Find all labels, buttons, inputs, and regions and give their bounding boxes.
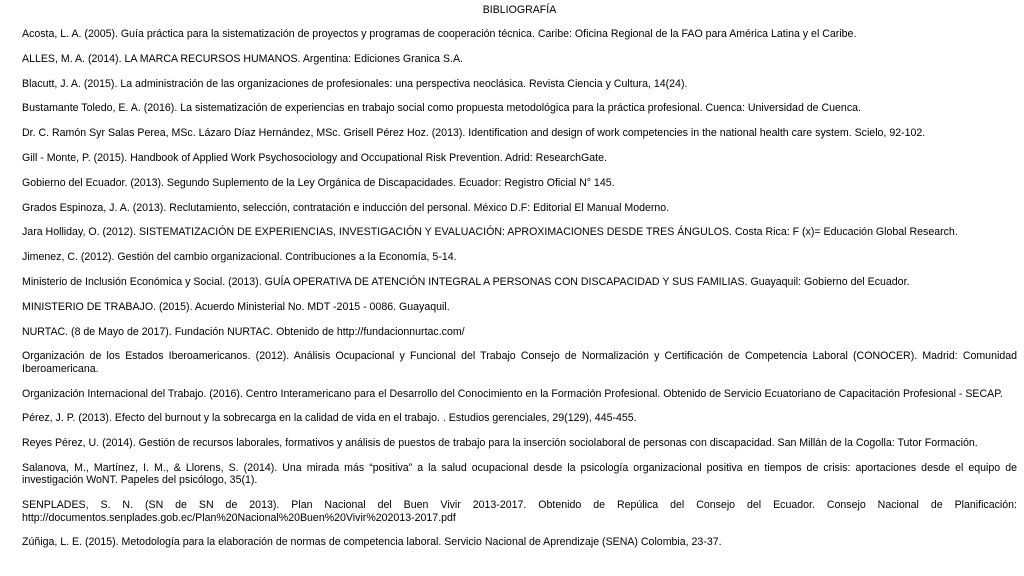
reference-entry: SENPLADES, S. N. (SN de SN de 2013). Plan Nacional del Buen Vivir 2013-2017. Obtenido de Repúlica del Consejo del Ecuador. Consejo Nacional de Planificación: http://documentos.senplades.gob.ec/Plan%20Nacional%20Buen%20Vivir%202013-2017.pdf [22, 499, 1017, 524]
reference-entry: Gobierno del Ecuador. (2013). Segundo Suplemento de la Ley Orgánica de Discapacidades. Ecuador: Registro Oficial N° 145. [22, 176, 615, 189]
reference-entry: Jara Holliday, O. (2012). SISTEMATIZACIÓN DE EXPERIENCIAS, INVESTIGACIÓN Y EVALUACIÓN: APROXIMACIONES DESDE TRES ÁNGULOS. Costa Rica: F (x)= Educación Global Research. [22, 226, 958, 239]
reference-entry: ALLES, M. A. (2014). LA MARCA RECURSOS HUMANOS. Argentina: Ediciones Granica S.A. [22, 52, 463, 65]
bibliography-page [22, 4, 1017, 549]
reference-entry: Bustamante Toledo, E. A. (2016). La sistematización de experiencias en trabajo social como propuesta metodológica para la práctica profesional. Cuenca: Universidad de Cuenca. [22, 102, 861, 115]
reference-entry: Acosta, L. A. (2005). Guía práctica para la sistematización de proyectos y programas de cooperación técnica. Caribe: Oficina Regional de la FAO para América Latina y el Caribe. [22, 28, 857, 40]
reference-entry: Dr. C. Ramón Syr Salas Perea, MSc. Lázaro Díaz Hernández, MSc. Grisell Pérez Hoz. (2013). Identification and design of work competencies in the national health care system. Scielo, 92-102. [22, 127, 926, 140]
reference-entry: Organización Internacional del Trabajo. (2016). Centro Interamericano para el Desarrollo del Conocimiento en la Formación Profesional. Obtenido de Servicio Ecuatoriano de Capacitación Profesional - SECAP. [22, 387, 1003, 400]
reference-entry: Organización de los Estados Iberoamericanos. (2012). Análisis Ocupacional y Funcional del Trabajo Consejo de Normalización y Certificación de Competencia Laboral (CONOCER). Madrid: Comunidad Iberoamericana. [22, 350, 1017, 375]
reference-entry: Ministerio de Inclusión Económica y Social. (2013). GUÍA OPERATIVA DE ATENCIÓN INTEGRAL A PERSONAS CON DISCAPACIDAD Y SUS FAMILIAS. Guayaquil: Gobierno del Ecuador. [22, 275, 910, 288]
reference-entry: Salanova, M., Martínez, I. M., & Llorens, S. (2014). Una mirada más “positiva” a la salud ocupacional desde la psicología organizacional positiva en tiempos de crisis: aportaciones desde el equipo de investigación WoNT. Papeles del psicólogo, 35(1). [22, 461, 1017, 487]
reference-entry: Blacutt, J. A. (2015). La administración de las organizaciones de profesionales: una perspectiva neoclásica. Revista Ciencia y Cultura, 14(24). [22, 77, 688, 90]
reference-entry: Jimenez, C. (2012). Gestión del cambio organizacional. Contribuciones a la Economía, 5-14. [22, 251, 457, 264]
reference-entry: Grados Espinoza, J. A. (2013). Reclutamiento, selección, contratación e inducción del personal. México D.F: Editorial El Manual Moderno. [22, 201, 670, 214]
reference-entry: Gill - Monte, P. (2015). Handbook of Applied Work Psychosociology and Occupational Risk Prevention. Adrid: ResearchGate. [22, 151, 607, 164]
reference-entry: Zúñiga, L. E. (2015). Metodología para la elaboración de normas de competencia laboral. Servicio Nacional de Aprendizaje (SENA) Colombia, 23-37. [22, 536, 722, 549]
reference-entry: MINISTERIO DE TRABAJO. (2015). Acuerdo Ministerial No. MDT -2015 - 0086. Guayaquil. [22, 300, 450, 313]
reference-entry: Reyes Pérez, U. (2014). Gestión de recursos laborales, formativos y análisis de puestos de trabajo para la inserción sociolaboral de personas con discapacidad. San Millán de la Cogolla: Tutor Formación. [22, 437, 978, 450]
reference-entry: Pérez, J. P. (2013). Efecto del burnout y la sobrecarga en la calidad de vida en el trabajo. . Estudios gerenciales, 29(129), 445-455. [22, 412, 637, 425]
bibliography-title: BIBLIOGRAFÍA [482, 4, 557, 16]
reference-entry: NURTAC. (8 de Mayo de 2017). Fundación NURTAC. Obtenido de http://fundacionnurtac.com/ [22, 325, 465, 338]
